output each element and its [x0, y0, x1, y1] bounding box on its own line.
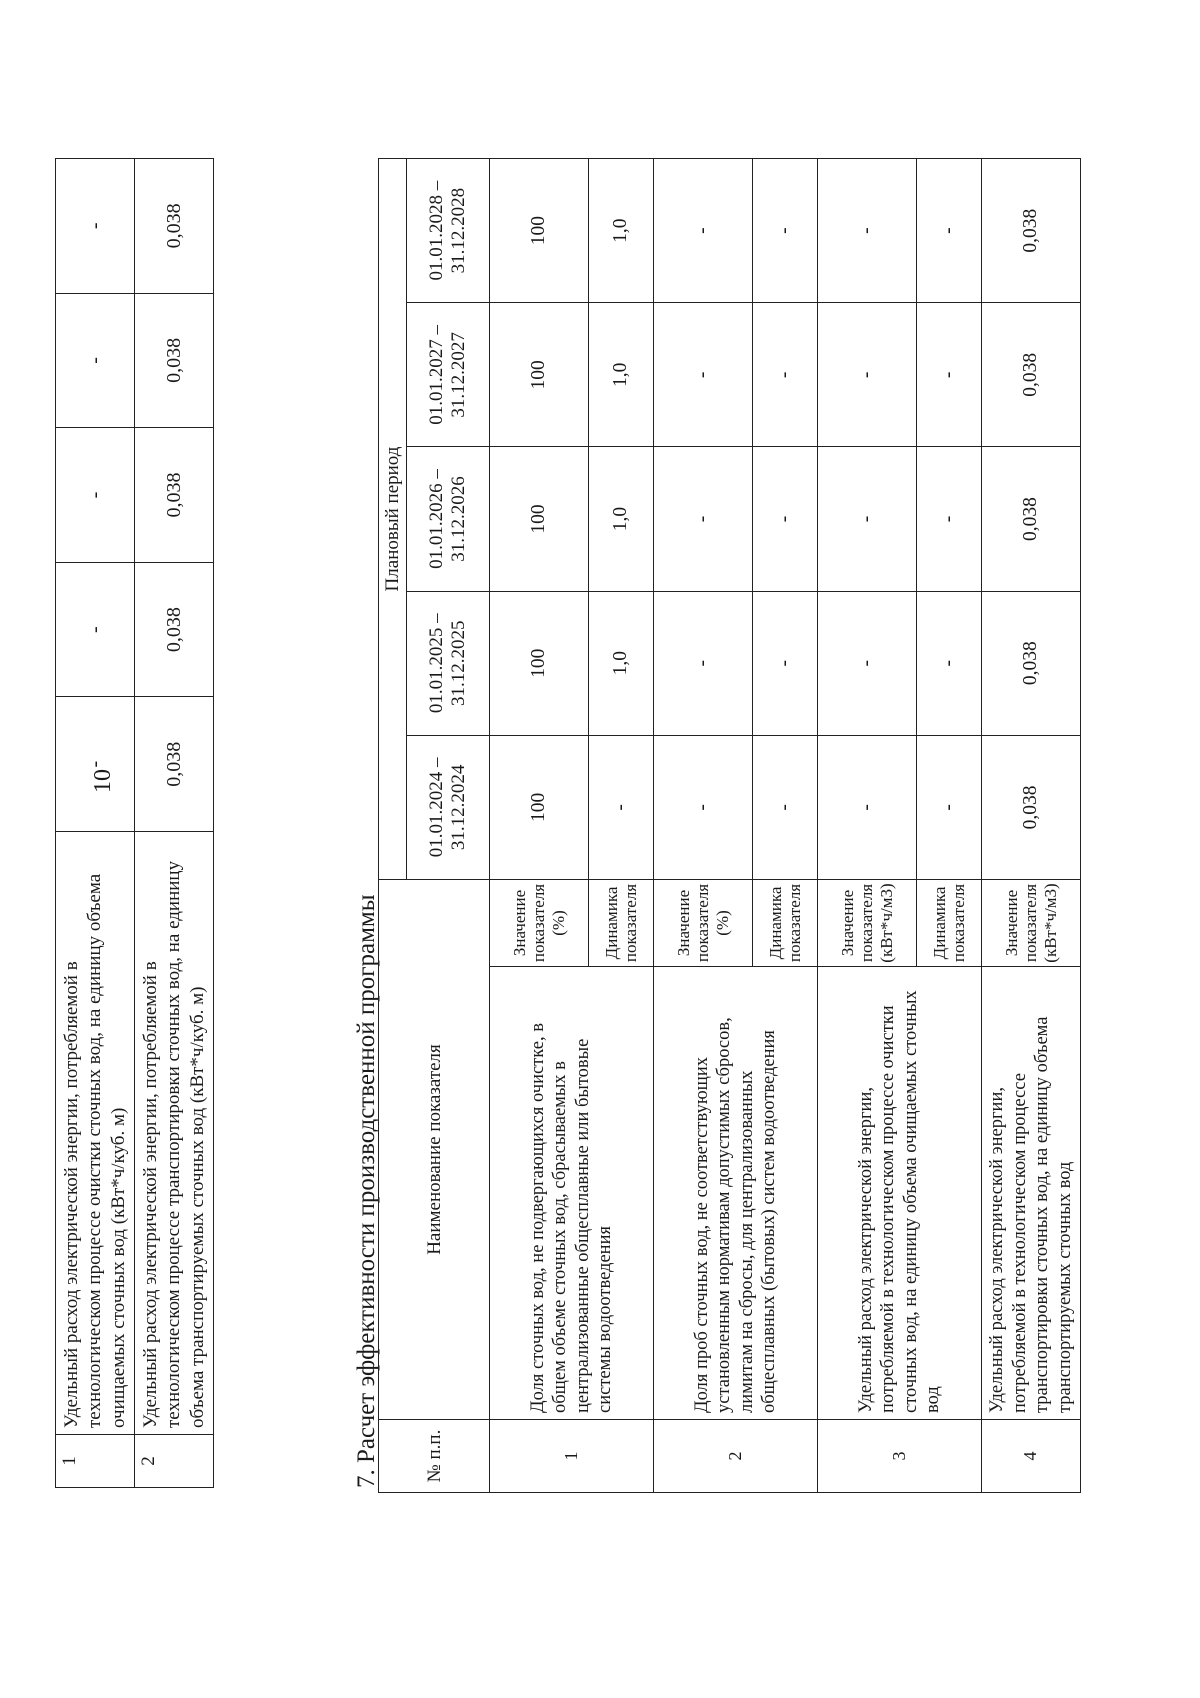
row-number: 1: [56, 1435, 135, 1488]
row-number: 2: [654, 1420, 818, 1493]
efficiency-table: [378, 158, 1081, 1493]
indicator-subtype: Значение показателя (%): [654, 880, 753, 967]
value-cell: 0,038: [982, 303, 1081, 447]
indicator-subtype: Динамика показателя: [589, 880, 654, 967]
table-row: [56, 159, 135, 1488]
row-number: 3: [818, 1420, 982, 1493]
row-number: 2: [135, 1435, 214, 1488]
value-cell: -: [753, 159, 818, 303]
value-cell: -: [753, 447, 818, 591]
value-cell: -: [917, 303, 982, 447]
value-cell: 0,038: [982, 447, 1081, 591]
table-row: [818, 159, 917, 1493]
value-cell: 1,0: [589, 159, 654, 303]
value-cell: -: [654, 303, 753, 447]
value-cell: -: [56, 562, 135, 697]
value-cell: 0,038: [135, 562, 214, 697]
value-cell: -: [753, 591, 818, 735]
indicator-name: Удельный расход электрической энергии, потребляемой в технологическом процессе очистки сточных вод, на единицу объема очищаемых сточных вод: [818, 967, 982, 1420]
continued-indicators-table: [55, 158, 214, 1488]
value-cell: -: [818, 303, 917, 447]
value-cell: 100: [490, 159, 589, 303]
value-cell: -: [56, 428, 135, 563]
indicator-name: Удельный расход электрической энергии, потребляемой в технологическом процессе транспортировки сточных вод, на единицу объема транспортируемых сточных вод (кВт*ч/куб. м): [135, 832, 214, 1435]
value-cell: 1,0: [589, 591, 654, 735]
table-row: [654, 159, 753, 1493]
value-cell: -: [753, 303, 818, 447]
section-title: 7. Расчет эффективности производственной программы: [353, 894, 380, 1488]
value-cell: -: [753, 735, 818, 879]
indicator-subtype: Значение показателя (кВт*ч/м3): [818, 880, 917, 967]
value-cell: -: [917, 159, 982, 303]
value-cell: 100: [490, 303, 589, 447]
value-cell: 1,0: [589, 303, 654, 447]
table-row: [490, 159, 589, 1493]
value-cell: 0,038: [982, 735, 1081, 879]
value-cell: -: [917, 447, 982, 591]
indicator-subtype: Динамика показателя: [917, 880, 982, 967]
value-cell: -: [56, 293, 135, 428]
header-planned-period: Плановый период: [379, 159, 407, 880]
value-cell: -: [654, 591, 753, 735]
value-cell: 1,0: [589, 447, 654, 591]
header-row: [379, 159, 407, 1493]
header-period: 01.01.2025 – 31.12.2025: [407, 591, 490, 735]
value-cell: 0,038: [982, 159, 1081, 303]
indicator-name: Удельный расход электрической энергии, потребляемой в технологическом процессе очистки сточных вод, на единицу объема очищаемых сточных вод (кВт*ч/куб. м): [56, 832, 135, 1435]
header-period: 01.01.2026 – 31.12.2026: [407, 447, 490, 591]
indicator-name: Удельный расход электрической энергии, потребляемой в технологическом процессе транспортировки сточных вод, на единицу объема транспортируемых сточных вод: [982, 967, 1081, 1420]
indicator-subtype: Динамика показателя: [753, 880, 818, 967]
row-number: 1: [490, 1420, 654, 1493]
value-cell: -: [654, 447, 753, 591]
table-row: [135, 159, 214, 1488]
header-number: № п.п.: [379, 1420, 490, 1493]
value-cell: -: [818, 447, 917, 591]
header-period: 01.01.2024 – 31.12.2024: [407, 735, 490, 879]
value-cell: -: [818, 735, 917, 879]
row-number: 4: [982, 1420, 1081, 1493]
value-cell: 100: [490, 447, 589, 591]
header-indicator-name: Наименование показателя: [379, 880, 490, 1420]
value-cell: -: [818, 159, 917, 303]
value-cell: 0,038: [135, 428, 214, 563]
table-row: [982, 159, 1081, 1493]
value-cell: 0,038: [135, 159, 214, 294]
value-cell: -: [917, 735, 982, 879]
header-period: 01.01.2027 – 31.12.2027: [407, 303, 490, 447]
page-number: 10: [90, 769, 116, 793]
value-cell: -: [654, 735, 753, 879]
value-cell: -: [56, 159, 135, 294]
indicator-name: Доля сточных вод, не подвергающихся очистке, в общем объеме сточных вод, сбрасываемых в централизованные общесплавные или бытовые системы водоотведения: [490, 967, 654, 1420]
value-cell: 0,038: [135, 293, 214, 428]
value-cell: 100: [490, 735, 589, 879]
value-cell: -: [917, 591, 982, 735]
value-cell: 0,038: [982, 591, 1081, 735]
header-period: 01.01.2028 – 31.12.2028: [407, 159, 490, 303]
value-cell: -: [818, 591, 917, 735]
indicator-subtype: Значение показателя (%): [490, 880, 589, 967]
value-cell: -: [56, 697, 135, 832]
value-cell: 0,038: [135, 697, 214, 832]
value-cell: -: [654, 159, 753, 303]
value-cell: 100: [490, 591, 589, 735]
indicator-subtype: Значение показателя (кВт*ч/м3): [982, 880, 1081, 967]
indicator-name: Доля проб сточных вод, не соответствующих установленным нормативам допустимых сбросов, лимитам на сбросы, для централизованных общесплавных (бытовых) систем водоотведения: [654, 967, 818, 1420]
value-cell: -: [589, 735, 654, 879]
